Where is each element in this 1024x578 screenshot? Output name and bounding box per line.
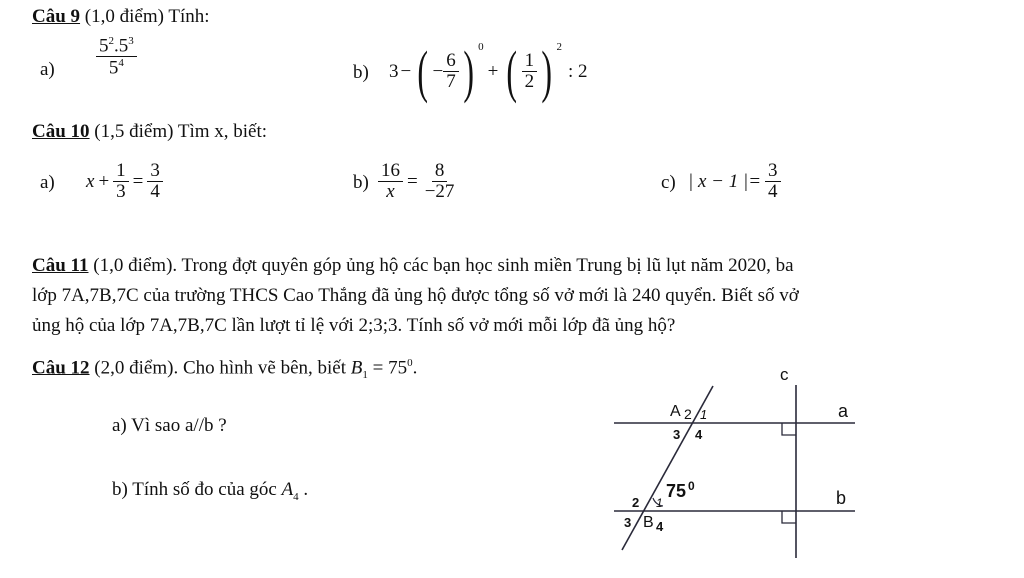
q10-a-x: x (86, 171, 95, 192)
q9-b-exp2: 2 (556, 41, 562, 53)
q12-a-text: a) Vì sao a//b ? (112, 415, 227, 436)
label-b: b (836, 488, 847, 508)
q12-given-eq: = 75 (367, 357, 408, 379)
q10-b-frac1: $\frac{16}{x}$ (378, 161, 403, 203)
q9-b-label: b) (353, 62, 369, 83)
q10-title: Câu 10 (32, 121, 90, 142)
q9-b-plus: + (487, 61, 499, 82)
q9-title: Câu 9 (32, 6, 81, 27)
q9-b-frac1: $\frac{6}{7}$ (443, 51, 459, 93)
q9-b-three: 3 (389, 61, 399, 82)
q12-b-line: b) Tính số đo của góc $A_4$ . (112, 479, 309, 503)
label-A: A (670, 403, 681, 420)
q12-points: (2,0 điểm). Cho hình vẽ bên, biết (89, 357, 351, 379)
q9-b-frac2: $\frac{1}{2}$ (522, 51, 538, 93)
q10-c-label: c) (661, 172, 676, 193)
q9-b-div: : 2 (567, 61, 588, 82)
angle-B1: 1 (656, 496, 663, 510)
q10-b-label: b) (353, 172, 369, 193)
right-angle-a (782, 423, 796, 435)
q12-given-B: B (350, 357, 363, 379)
q10-a-plus: + (98, 171, 110, 192)
q11-line1-text: (1,0 điểm). Trong đợt quyên góp ủng hộ các bạn học sinh miền Trung bị lũ lụt năm 2020, ba (88, 255, 794, 276)
q9-b-expression: 3 − ( − $\frac{6}{7}$ ) $^0$ + ( $\frac{1}{2}$ ) $^2$ : 2 (389, 34, 588, 110)
label-A-sub: 2 (684, 406, 692, 422)
q9-a-denominator: $5^4$ (108, 57, 124, 79)
q9-b-frac1-sign: − (432, 61, 444, 82)
q12-b-text: b) Tính số đo của góc (112, 479, 282, 500)
q9-a-label: a) (40, 59, 55, 80)
q11-title: Câu 11 (32, 255, 89, 276)
label-c: c (780, 365, 789, 384)
q10-a-frac2: $\frac{3}{4}$ (147, 161, 163, 203)
q9-b-minus: − (400, 61, 412, 82)
q11-line3: ủng hộ của lớp 7A,7B,7C lần lượt tỉ lệ với 2;3;3. Tính số vở mới mỗi lớp đã ủng hộ? (32, 315, 676, 336)
q9-a-numerator: $5^2.5^3$ (96, 36, 137, 57)
angle-value-degree: 0 (688, 479, 695, 493)
label-B: B (643, 514, 654, 531)
angle-A3: 3 (673, 427, 681, 442)
q10-b-frac2: $\frac{8}{-27}$ (424, 160, 455, 203)
angle-B3: 3 (624, 515, 632, 530)
label-a: a (838, 401, 849, 421)
q10-a-frac1: $\frac{1}{3}$ (113, 161, 129, 203)
q11-line2: lớp 7A,7B,7C của trường THCS Cao Thắng đã ủng hộ được tổng số vở mới là 240 quyển. Biết số vở (32, 285, 799, 306)
q12-b-A: A (281, 479, 294, 500)
q12-title: Câu 12 (32, 357, 90, 379)
q9-b-exp0: 0 (478, 41, 484, 53)
q10-c-frac: $\frac{3}{4}$ (765, 161, 781, 203)
label-B-sub: 4 (656, 519, 664, 534)
angle-A4: 4 (695, 427, 703, 442)
angle-value: 75 (666, 481, 687, 501)
q9-points: (1,0 điểm) Tính: (84, 6, 210, 27)
q10-b-eq: = (407, 171, 418, 192)
q12-header: Câu 12 (2,0 điểm). Cho hình vẽ bên, biết $B_1 = 75^0$. (32, 357, 418, 382)
angle-B2: 2 (632, 495, 640, 510)
right-angle-b (782, 511, 796, 523)
q10-a-label: a) (40, 172, 55, 193)
q10-c-abs: | x − 1 |= (688, 171, 762, 192)
angle-A1: 1 (700, 407, 708, 422)
q10-a-eq: = (132, 171, 144, 192)
q10-points: (1,5 điểm) Tìm x, biết: (94, 121, 268, 142)
